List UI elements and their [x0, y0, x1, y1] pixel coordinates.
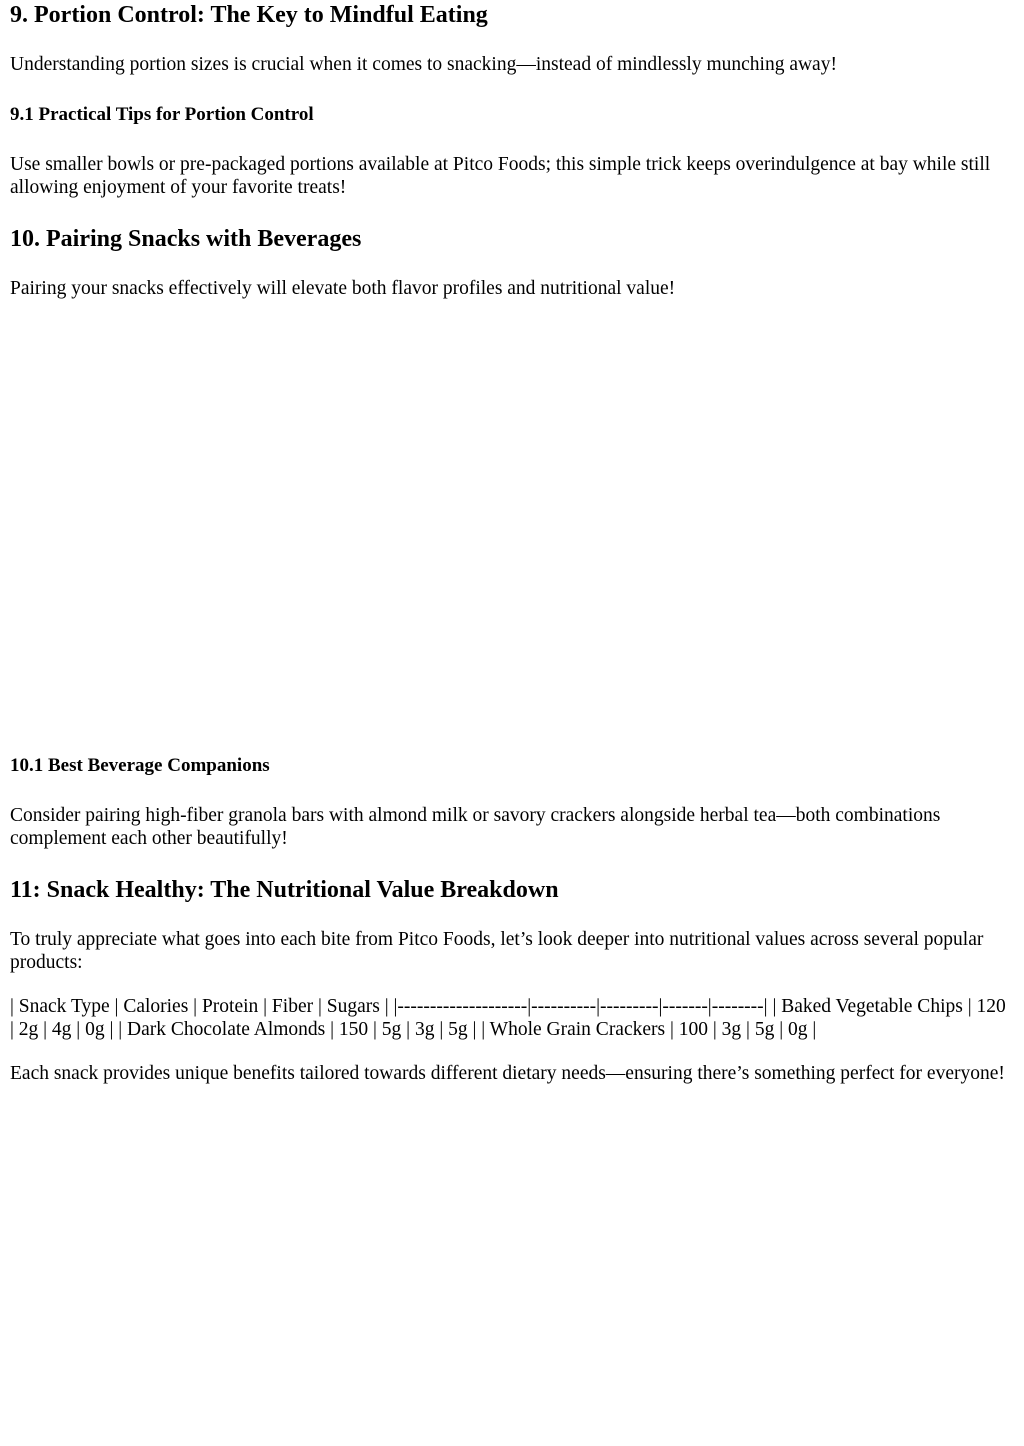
section-11-closing: Each snack provides unique benefits tailored towards different dietary needs—ensuring there’s something perfect for everyone! [10, 1063, 1005, 1084]
section-10-1-text: Consider pairing high-fiber granola bars with almond milk or savory crackers alongside herbal tea—both combinations complement each other beautifully! [10, 805, 941, 849]
nutrition-table-text: | Snack Type | Calories | Protein | Fiber | Sugars | |--------------------|----------|---------|-------|--------| | Baked Vegetable Chips | 120 | 2g | 4g | 0g | | Dark Chocolate Almonds | 150 | 5g | 3g | 5g | | Whole Grain Crackers | 100 | 3g | 5g | 0g | [10, 996, 1006, 1040]
section-11-intro: To truly appreciate what goes into each bite from Pitco Foods, let’s look deeper into nutritional values across several popular products: [10, 929, 984, 973]
section-10-intro: Pairing your snacks effectively will elevate both flavor profiles and nutritional value! [10, 278, 676, 299]
section-11-heading: 11: Snack Healthy: The Nutritional Value Breakdown [10, 877, 559, 903]
section-10-heading: 10. Pairing Snacks with Beverages [10, 226, 362, 252]
blank-embed-area [10, 305, 1014, 745]
section-9-intro: Understanding portion sizes is crucial when it comes to snacking—instead of mindlessly munching away! [10, 54, 837, 75]
section-9-1-heading: 9.1 Practical Tips for Portion Control [10, 104, 314, 125]
section-9-1-text: Use smaller bowls or pre-packaged portions available at Pitco Foods; this simple trick keeps overindulgence at bay while still allowing enjoyment of your favorite treats! [10, 154, 991, 198]
section-9-heading: 9. Portion Control: The Key to Mindful Eating [10, 2, 488, 28]
section-10-1-heading: 10.1 Best Beverage Companions [10, 755, 270, 776]
